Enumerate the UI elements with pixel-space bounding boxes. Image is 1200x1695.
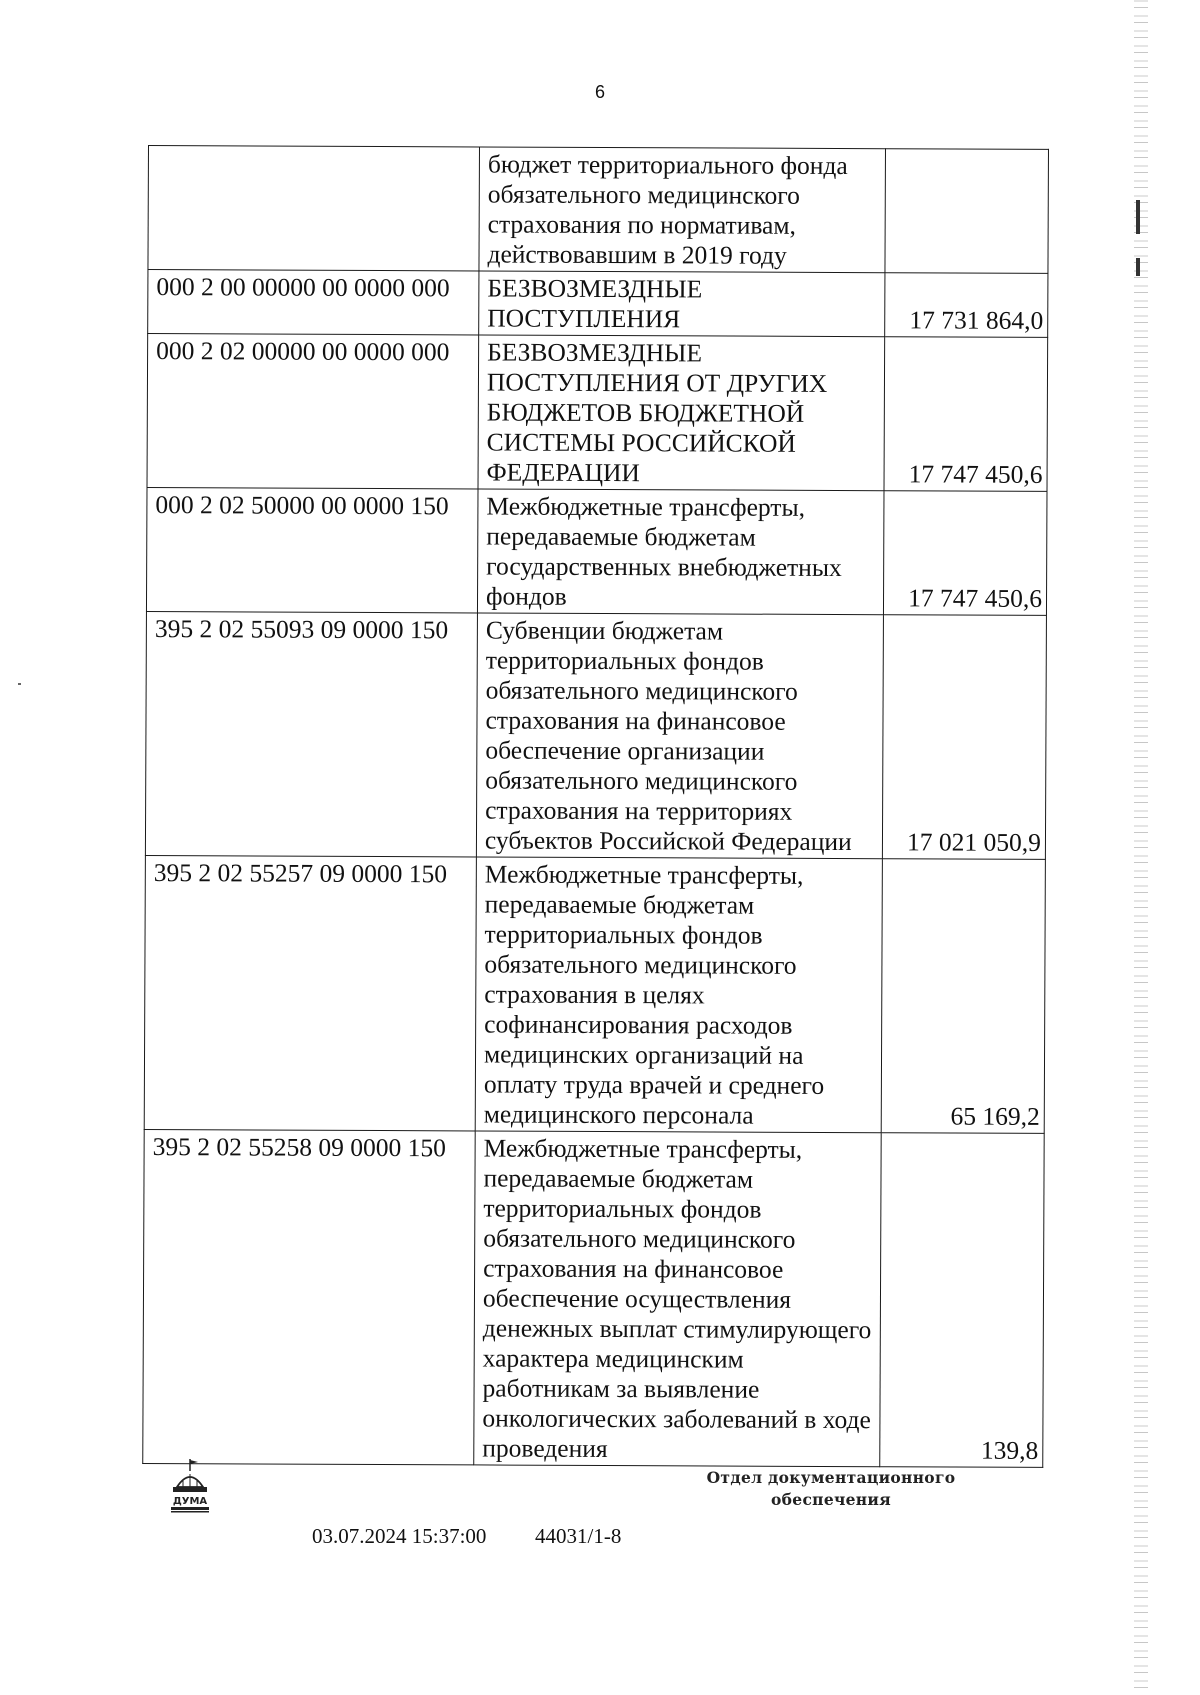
kbk-code-cell: 395 2 02 55257 09 0000 150: [144, 855, 476, 1130]
amount-cell: 139,8: [880, 1133, 1044, 1468]
scan-edge-mark: [1136, 200, 1140, 234]
scan-speck: [18, 683, 21, 685]
amount-cell: [885, 149, 1049, 274]
table-row: [143, 1129, 1044, 1467]
scan-edge-artifact: [1134, 0, 1148, 1695]
budget-revenue-table: [142, 145, 1049, 1468]
revenue-name-cell: Межбюджетные трансферты, передаваемые бюджетам государственных внебюджетных фондов: [477, 489, 884, 615]
revenue-name-cell: Межбюджетные трансферты, передаваемые бюджетам территориальных фондов обязательного медицинского страхования в целях софинансирования расходов медицинских организаций на оплату труда врачей и среднего медицинского персонала: [475, 857, 882, 1133]
duma-logo: [168, 1457, 212, 1515]
amount-cell: 17 731 864,0: [885, 273, 1048, 338]
duma-logo-text: ДУМА: [172, 1496, 208, 1507]
table-row: [147, 334, 1048, 492]
revenue-name-cell: Межбюджетные трансферты, передаваемые бюджетам территориальных фондов обязательного медицинского страхования на финансовое обеспечение осуществления денежных выплат стимулирующего характера медицинским работникам за выявление онкологических заболеваний в ходе проведения: [474, 1131, 881, 1467]
kbk-code-cell: 000 2 02 50000 00 0000 150: [146, 487, 478, 612]
revenue-name-cell: бюджет территориального фонда обязательного медицинского страхования по нормативам, действовавшим в 2019 году: [479, 147, 886, 273]
scan-edge-mark: [1136, 258, 1140, 276]
amount-cell: 17 747 450,6: [883, 491, 1047, 616]
kbk-code-cell: 000 2 00 00000 00 0000 000: [148, 270, 479, 335]
table-row: [144, 855, 1045, 1133]
registration-number: 44031/1-8: [535, 1524, 622, 1548]
kbk-code-cell: 395 2 02 55093 09 0000 150: [145, 611, 477, 856]
table-row: [145, 611, 1046, 859]
revenue-name-cell: БЕЗВОЗМЕЗДНЫЕ ПОСТУПЛЕНИЯ ОТ ДРУГИХ БЮДЖЕТОВ БЮДЖЕТНОЙ СИСТЕМЫ РОССИЙСКОЙ ФЕДЕРАЦИИ: [478, 335, 885, 491]
kbk-code-cell: [148, 146, 480, 271]
kbk-code-cell: 000 2 02 00000 00 0000 000: [147, 334, 479, 489]
department-stamp-line2: обеспечения: [771, 1490, 891, 1509]
page-number: 6: [594, 82, 605, 102]
revenue-name-cell: Субвенции бюджетам территориальных фондов обязательного медицинского страхования на финансовое обеспечение организации обязательного медицинского страхования на территориях субъектов Российской Федерации: [476, 613, 883, 859]
department-stamp-line1: Отдел документационного: [706, 1468, 956, 1487]
revenue-name-cell: БЕЗВОЗМЕЗДНЫЕ ПОСТУПЛЕНИЯ: [479, 271, 885, 337]
kbk-code-cell: 395 2 02 55258 09 0000 150: [143, 1129, 475, 1464]
registration-timestamp: 03.07.2024 15:37:00: [312, 1524, 487, 1548]
amount-cell: 65 169,2: [881, 859, 1045, 1134]
table-row: [148, 146, 1049, 274]
table-row: [146, 487, 1047, 615]
amount-cell: 17 747 450,6: [884, 337, 1048, 492]
table-row: [148, 270, 1048, 338]
amount-cell: 17 021 050,9: [882, 615, 1046, 860]
department-stamp: [700, 1467, 962, 1511]
